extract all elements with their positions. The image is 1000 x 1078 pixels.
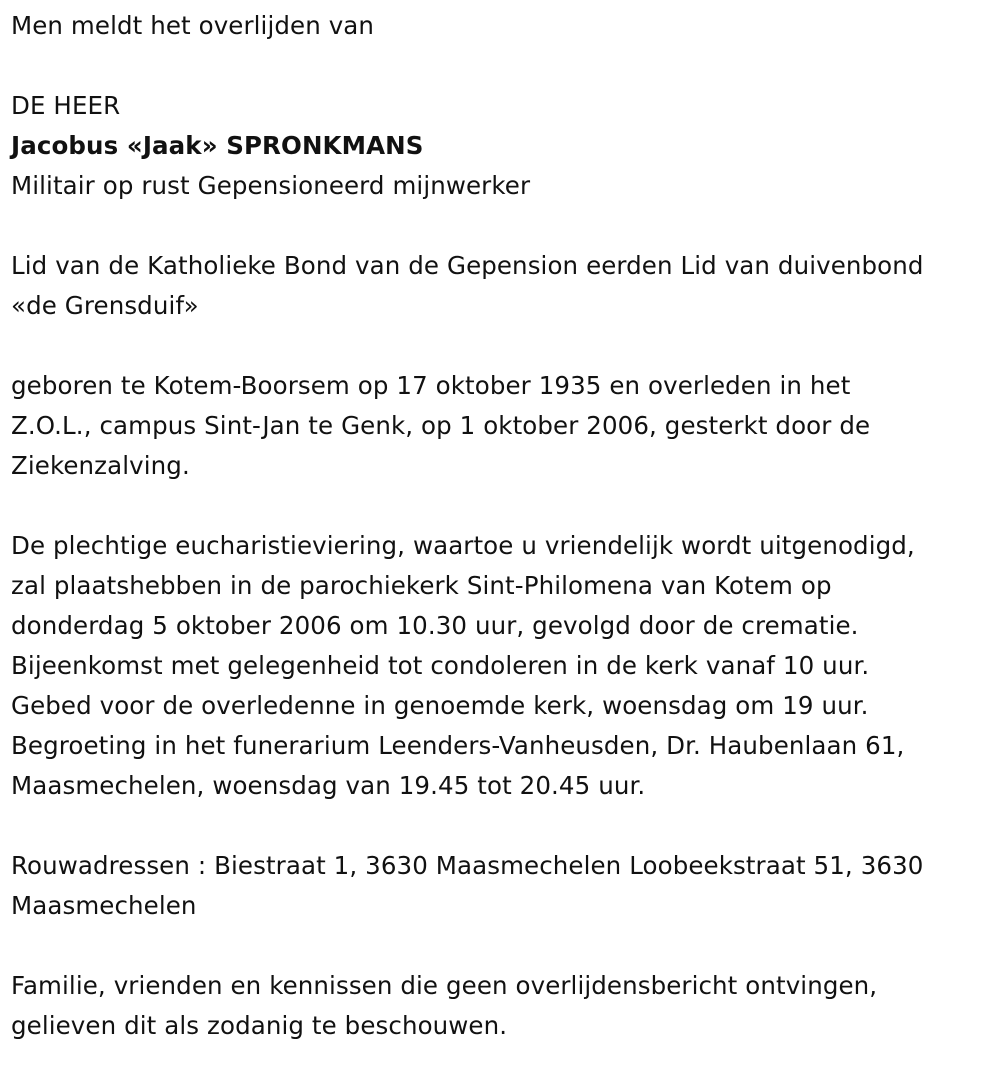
spacer <box>11 326 1000 366</box>
ceremony-line: zal plaatshebben in de parochiekerk Sint-Philomena van Kotem op <box>11 571 832 600</box>
ceremony-line: Begroeting in het funerarium Leenders-Vanheusden, Dr. Haubenlaan 61, <box>11 731 905 760</box>
ceremony-line: De plechtige eucharistieviering, waartoe u vriendelijk wordt uitgenodigd, <box>11 531 915 560</box>
occupation: Militair op rust Gepensioneerd mijnwerker <box>11 171 531 200</box>
closing-paragraph <box>11 966 1000 1046</box>
birth-death-line: Ziekenzalving. <box>11 451 190 480</box>
addresses-paragraph <box>11 846 1000 926</box>
deceased-name: Jacobus «Jaak» SPRONKMANS <box>11 131 424 160</box>
membership-line: Lid van de Katholieke Bond van de Gepension eerden Lid van duivenbond <box>11 251 924 280</box>
honorific: DE HEER <box>11 91 121 120</box>
address-line: Rouwadressen : Biestraat 1, 3630 Maasmechelen Loobeekstraat 51, 3630 <box>11 851 924 880</box>
ceremony-paragraph <box>11 526 1000 806</box>
ceremony-line: Bijeenkomst met gelegenheid tot condoleren in de kerk vanaf 10 uur. <box>11 651 870 680</box>
ceremony-line: donderdag 5 oktober 2006 om 10.30 uur, gevolgd door de crematie. <box>11 611 859 640</box>
membership-line: «de Grensduif» <box>11 291 199 320</box>
birth-death-line: Z.O.L., campus Sint-Jan te Genk, op 1 oktober 2006, gesterkt door de <box>11 411 871 440</box>
address-line: Maasmechelen <box>11 891 197 920</box>
spacer <box>11 926 1000 966</box>
intro-text: Men meldt het overlijden van <box>11 11 375 40</box>
closing-line: Familie, vrienden en kennissen die geen overlijdensbericht ontvingen, <box>11 971 878 1000</box>
ceremony-line: Maasmechelen, woensdag van 19.45 tot 20.45 uur. <box>11 771 646 800</box>
birth-death-paragraph <box>11 366 1000 486</box>
membership-paragraph <box>11 246 1000 326</box>
closing-line: gelieven dit als zodanig te beschouwen. <box>11 1011 508 1040</box>
ceremony-line: Gebed voor de overledenne in genoemde kerk, woensdag om 19 uur. <box>11 691 869 720</box>
spacer <box>11 486 1000 526</box>
spacer <box>11 206 1000 246</box>
spacer <box>11 806 1000 846</box>
birth-death-line: geboren te Kotem-Boorsem op 17 oktober 1935 en overleden in het <box>11 371 851 400</box>
spacer <box>11 46 1000 86</box>
